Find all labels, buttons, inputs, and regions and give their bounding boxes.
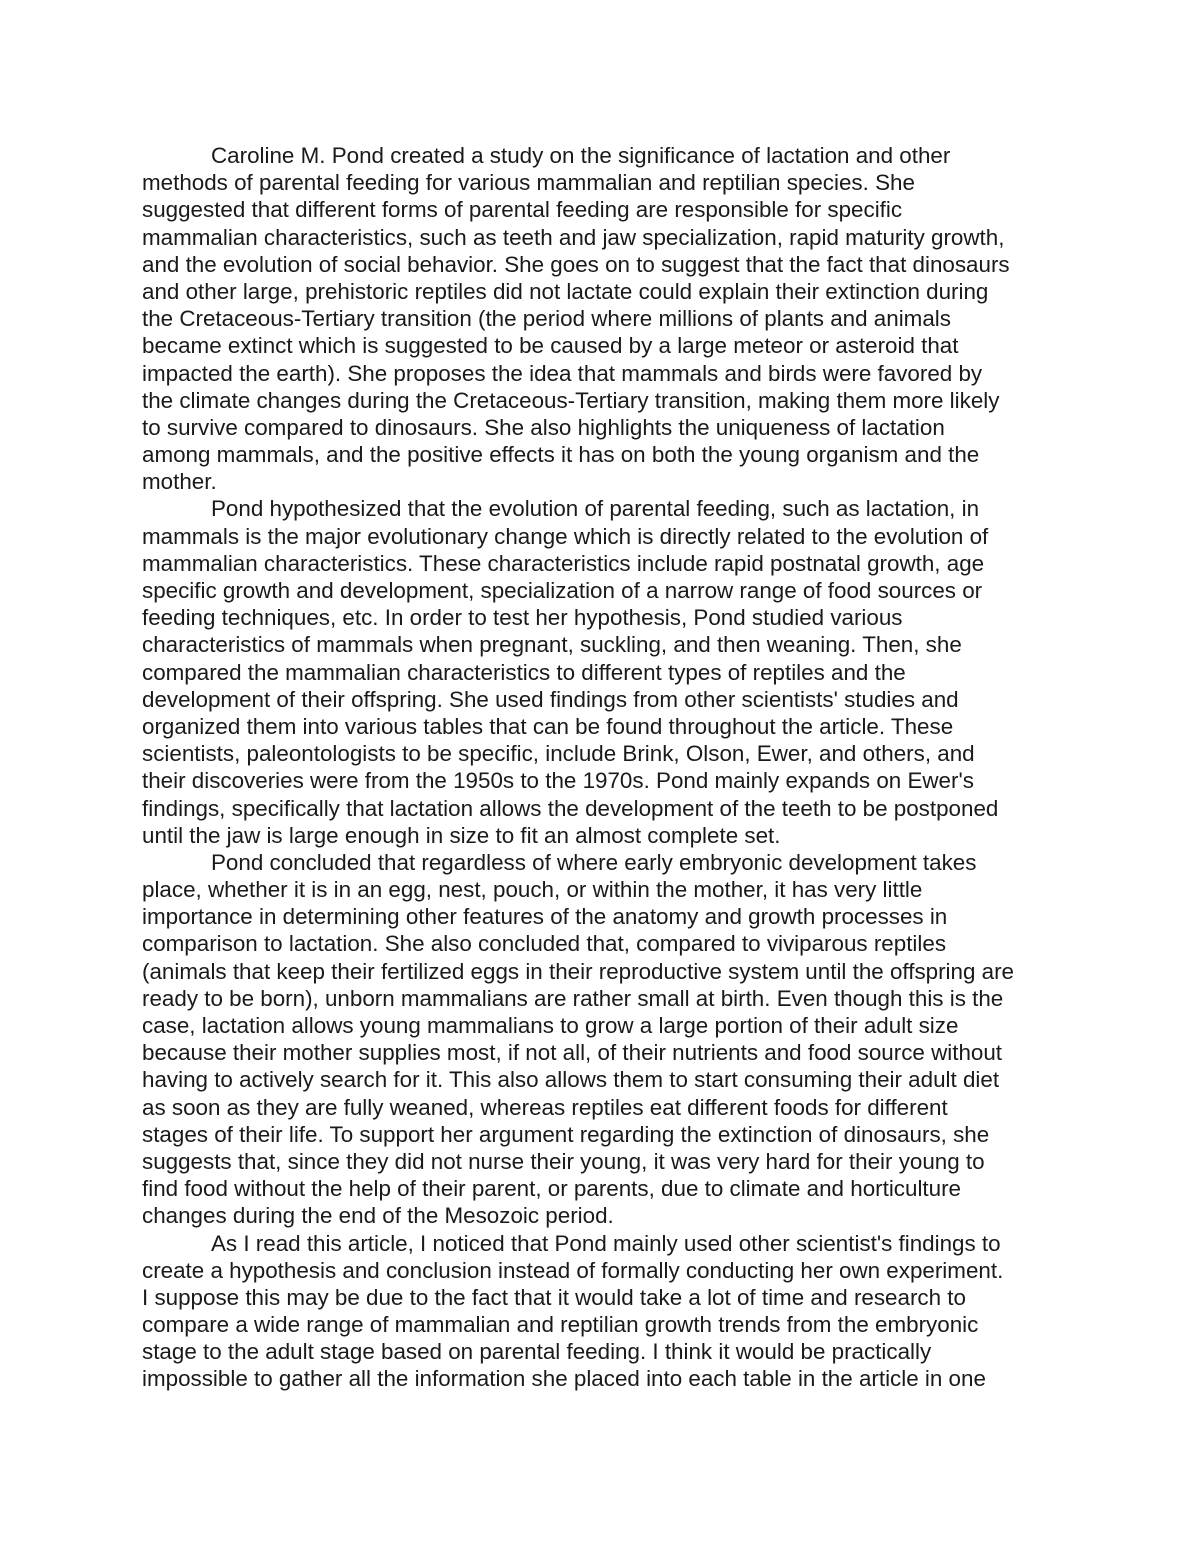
- paragraph-line: stage to the adult stage based on parental feeding. I think it would be practically: [142, 1339, 932, 1365]
- document-body: [142, 142, 1060, 1393]
- paragraph-line: importance in determining other features of the anatomy and growth processes in: [142, 904, 948, 930]
- paragraph-line: impossible to gather all the information she placed into each table in the article in one: [142, 1366, 986, 1392]
- paragraph-line: their discoveries were from the 1950s to the 1970s. Pond mainly expands on Ewer's: [142, 768, 974, 794]
- paragraph-line: became extinct which is suggested to be caused by a large meteor or asteroid that: [142, 333, 959, 359]
- paragraph-line: characteristics of mammals when pregnant, suckling, and then weaning. Then, she: [142, 632, 962, 658]
- paragraph-line: among mammals, and the positive effects it has on both the young organism and the: [142, 442, 980, 468]
- paragraph-line: to survive compared to dinosaurs. She also highlights the uniqueness of lactation: [142, 414, 945, 440]
- paragraph-line: feeding techniques, etc. In order to test her hypothesis, Pond studied various: [142, 605, 903, 631]
- paragraph-line: ready to be born), unborn mammalians are rather small at birth. Even though this is the: [142, 985, 1004, 1011]
- paragraph-first-line: Caroline M. Pond created a study on the significance of lactation and other: [211, 143, 951, 168]
- paragraph-line: findings, specifically that lactation allows the development of the teeth to be postponed: [142, 795, 999, 821]
- paragraph-line: specific growth and development, specialization of a narrow range of food sources or: [142, 578, 983, 603]
- paragraph-line: scientists, paleontologists to be specific, include Brink, Olson, Ewer, and others, and: [142, 741, 975, 767]
- paragraph-line: development of their offspring. She used findings from other scientists' studies and: [142, 686, 959, 712]
- paragraph: [142, 1230, 1060, 1393]
- paragraph-first-line: As I read this article, I noticed that Pond mainly used other scientist's findings to: [211, 1230, 1001, 1256]
- paragraph-line: comparison to lactation. She also concluded that, compared to viviparous reptiles: [142, 931, 947, 957]
- paragraph-line: suggests that, since they did not nurse their young, it was very hard for their young to: [142, 1148, 985, 1174]
- paragraph-line: and the evolution of social behavior. She goes on to suggest that the fact that dinosaurs: [142, 251, 1010, 277]
- paragraph-line: until the jaw is large enough in size to fit an almost complete set.: [142, 822, 781, 848]
- paragraph-line: I suppose this may be due to the fact that it would take a lot of time and research to: [142, 1284, 966, 1310]
- paragraph-first-line: Pond hypothesized that the evolution of parental feeding, such as lactation, in: [211, 496, 980, 522]
- paragraph-line: impacted the earth). She proposes the idea that mammals and birds were favored by: [142, 360, 983, 386]
- paragraph-line: because their mother supplies most, if not all, of their nutrients and food source without: [142, 1040, 1003, 1066]
- paragraph-line: place, whether it is in an egg, nest, pouch, or within the mother, it has very little: [142, 877, 923, 903]
- paragraph-line: suggested that different forms of parental feeding are responsible for specific: [142, 197, 903, 223]
- paragraph: [142, 495, 1060, 848]
- paragraph-line: mammals is the major evolutionary change which is directly related to the evolution of: [142, 523, 989, 549]
- paragraph-line: stages of their life. To support her argument regarding the extinction of dinosaurs, she: [142, 1121, 990, 1147]
- paragraph-line: the climate changes during the Cretaceous-Tertiary transition, making them more likely: [142, 387, 1000, 413]
- paragraph-line: organized them into various tables that can be found throughout the article. These: [142, 713, 954, 739]
- paragraph-line: and other large, prehistoric reptiles did not lactate could explain their extinction during: [142, 278, 989, 304]
- paragraph-line: compared the mammalian characteristics to different types of reptiles and the: [142, 659, 906, 685]
- paragraph-line: mother.: [142, 469, 217, 495]
- paragraph-line: changes during the end of the Mesozoic period.: [142, 1203, 614, 1229]
- paragraph-line: as soon as they are fully weaned, whereas reptiles eat different foods for different: [142, 1094, 948, 1120]
- paragraph-line: compare a wide range of mammalian and reptilian growth trends from the embryonic: [142, 1312, 979, 1338]
- paragraph-line: find food without the help of their parent, or parents, due to climate and horticulture: [142, 1176, 961, 1202]
- paragraph-line: the Cretaceous-Tertiary transition (the period where millions of plants and animals: [142, 306, 951, 332]
- paragraph-line: (animals that keep their fertilized eggs in their reproductive system until the offspring are: [142, 958, 1015, 984]
- paragraph-line: mammalian characteristics, such as teeth and jaw specialization, rapid maturity growth,: [142, 224, 1005, 250]
- paragraph-line: create a hypothesis and conclusion instead of formally conducting her own experiment.: [142, 1257, 1004, 1283]
- paragraph-line: case, lactation allows young mammalians to grow a large portion of their adult size: [142, 1013, 959, 1038]
- paragraph-first-line: Pond concluded that regardless of where early embryonic development takes: [211, 849, 977, 875]
- paragraph-line: having to actively search for it. This also allows them to start consuming their adult diet: [142, 1067, 1000, 1093]
- paragraph-line: mammalian characteristics. These characteristics include rapid postnatal growth, age: [142, 550, 985, 576]
- paragraph: [142, 142, 1060, 495]
- paragraph-line: methods of parental feeding for various mammalian and reptilian species. She: [142, 170, 915, 196]
- paragraph: [142, 849, 1060, 1230]
